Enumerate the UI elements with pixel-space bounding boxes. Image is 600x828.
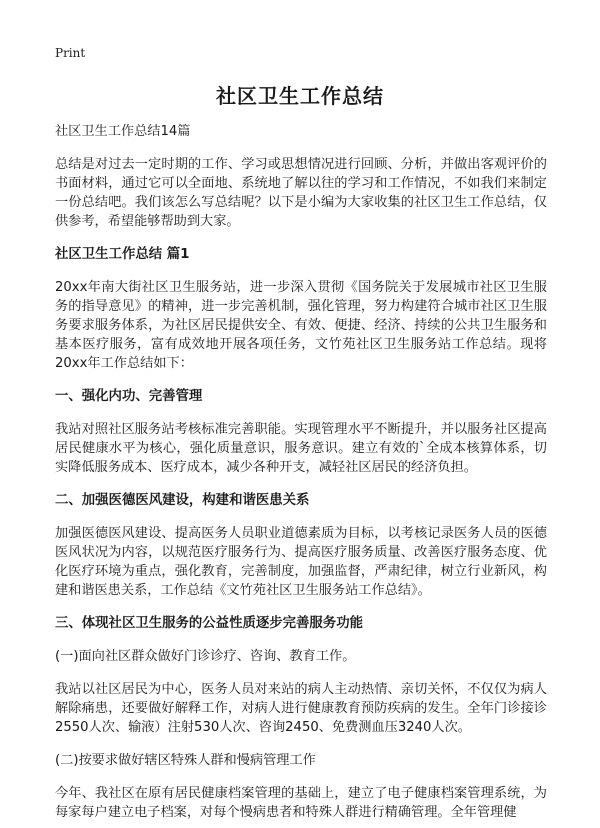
paragraph-2: 加强医德医风建设、提高医务人员职业道德素质为目标，以考核记录医务人员的医德医风状况为内容，以规范医疗服务行为、提高医疗服务质量、改善医疗服务态度、优化医疗环境为重点，强化教育，完善制度，加强监督，严肃纪律，树立行业新风，构建和谐医患关系，工作总结《文竹苑社区卫生服务站工作总结》。 xyxy=(55,526,547,598)
print-link[interactable]: Print xyxy=(55,46,86,60)
section-heading: 社区卫生工作总结 篇1 xyxy=(55,247,190,262)
heading-1: 一、强化内功、完善管理 xyxy=(55,389,203,404)
paragraph-1: 我站对照社区服务站考核标准完善职能。实现管理水平不断提升，并以服务社区提高居民健康水平为核心，强化质量意识，服务意识。建立有效的`全成本核算体系，切实降低服务成本、医疗成本，减少各种开支，减轻社区居民的经济负担。 xyxy=(55,422,547,475)
subheading-2: (二)按要求做好辖区特殊人群和慢病管理工作 xyxy=(55,753,316,768)
document-subtitle: 社区卫生工作总结14篇 xyxy=(55,124,191,139)
document-body xyxy=(55,122,547,828)
document-title: 社区卫生工作总结 xyxy=(216,84,384,108)
heading-3: 三、体现社区卫生服务的公益性质逐步完善服务功能 xyxy=(55,616,363,631)
subheading-1: (一)面向社区群众做好门诊诊疗、咨询、教育工作。 xyxy=(55,649,356,664)
section-intro-paragraph: 20xx年南大街社区卫生服务站，进一步深入贯彻《国务院关于发展城市社区卫生服务的指导意见》的精神，进一步完善机制，强化管理，努力构建符合城市社区卫生服务要求服务体系，为社区居民提供安全、有效、便捷、经济、持续的公共卫生服务和基本医疗服务，富有成效地开展各项任务，文竹苑社区卫生服务站工作总结。现将20xx年工作总结如下： xyxy=(55,280,547,371)
paragraph-4: 今年、我社区在原有居民健康档案管理的基础上，建立了电子健康档案管理系统，为每家每户建立电子档案，对每个慢病患者和特殊人群进行精确管理。全年管理健 xyxy=(55,786,547,820)
paragraph-3: 我站以社区居民为中心，医务人员对来站的病人主动热情、亲切关怀，不仅仅为病人解除痛患，还要做好解释工作，对病人进行健康教育预防疾病的发生。全年门诊接诊2550人次、输液）注射530人次、咨询2450、免费测血压3240人次。 xyxy=(55,682,547,735)
intro-paragraph: 总结是对过去一定时期的工作、学习或思想情况进行回顾、分析，并做出客观评价的书面材料，通过它可以全面地、系统地了解以往的学习和工作情况，不如我们来制定一份总结吧。我们该怎么写总结呢？以下是小编为大家收集的社区卫生工作总结，仅供参考，希望能够帮助到大家。 xyxy=(55,157,547,229)
heading-2: 二、加强医德医风建设，构建和谐医患关系 xyxy=(55,493,310,508)
